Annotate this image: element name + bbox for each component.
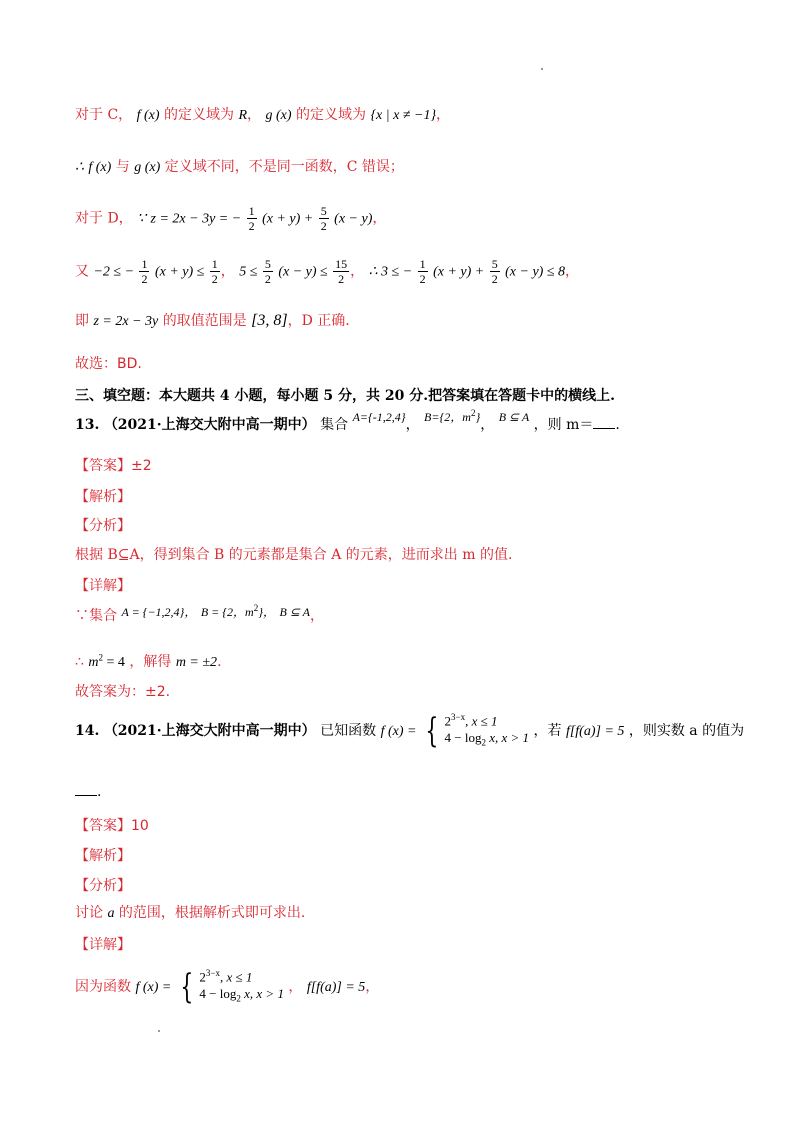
you-text: 又: [75, 263, 89, 280]
answer-label: 【答案】: [75, 458, 131, 474]
variable-a: a: [107, 906, 115, 921]
condition: f[f(a)] = 5: [306, 979, 366, 995]
c-domain-text: 的定义域为: [164, 107, 235, 123]
analysis-text: 根据 B⊆A，得到集合 B 的元素都是集合 A 的元素，进而求出 m 的值.: [75, 547, 513, 563]
c-domain-prefix: 对于 C，: [75, 107, 133, 123]
z-expression: z = 2x − 3y: [93, 314, 159, 329]
page-speck-top: [541, 68, 543, 70]
subset-relation: B ⊆ A: [498, 410, 530, 424]
answer-blank: [75, 783, 97, 796]
case-2: $4 - \log_2 x$, x > 1: [444, 730, 530, 748]
set-a: A={-1,2,4}: [352, 410, 406, 424]
c-domain-line: [75, 104, 450, 124]
left-brace: {: [425, 710, 439, 751]
case-1: $2^{3-x}$, x ≤ 1: [199, 968, 253, 985]
range-text-2: ，D 正确.: [287, 313, 350, 329]
question-source: （2021·上海交大附中高一期中）: [103, 417, 316, 433]
d-intro-line: [75, 205, 386, 232]
fraction: $\frac{5}{2}$: [491, 257, 498, 286]
piecewise-function: [421, 712, 529, 750]
f-of-x: f (x): [136, 108, 160, 123]
function-name: f (x) =: [380, 723, 417, 739]
final-answer: 故答案为：±2.: [75, 684, 171, 700]
answer-line: [75, 455, 152, 475]
detail-text: ，解得: [129, 654, 172, 670]
jiexi-label: 【解析】: [75, 848, 131, 864]
set-b: B={2，$m^2$}: [424, 408, 481, 424]
c-conclusion-line: [75, 156, 404, 176]
detail-text: 集合: [89, 608, 117, 624]
real-set: R: [238, 108, 248, 123]
sep: ，: [220, 263, 235, 280]
because-symbol: ∵: [75, 608, 89, 624]
piecewise-function: [176, 968, 284, 1006]
question-ask: ，则实数 a 的值为: [628, 722, 745, 739]
domain-set: {x | x ≠ −1}: [370, 108, 437, 123]
left-brace: {: [180, 966, 194, 1007]
set-b: B = {2，$m^2$}: [200, 603, 264, 619]
analysis-text: 讨论 a 的范围，根据解析式即可求出.: [75, 905, 306, 921]
end-punct: ，: [436, 107, 451, 123]
ineq-part: ∴ 3 ≤ −: [368, 264, 413, 280]
range-text: 的取值范围是: [162, 313, 247, 329]
because-symbol: ∵: [137, 211, 147, 227]
answer-value: ±2: [131, 458, 152, 474]
fraction: $\frac{1}{2}$: [419, 257, 426, 286]
m-squared: $m^2 = 4$: [88, 652, 125, 670]
z-expression: z = 2x − 3y = −: [150, 211, 242, 227]
fraction: $\frac{1}{2}$: [141, 257, 148, 286]
question-ask: ，则 m＝: [533, 417, 594, 433]
question-14: [75, 712, 744, 750]
answer-line: [75, 815, 149, 835]
question-13: 13. （2021·上海交大附中高一期中） 集合 A={-1,2,4}， B={2，$m^2$}， B ⊆ A ，则 m＝ .: [75, 408, 620, 433]
ineq-part: −2 ≤ −: [93, 264, 135, 280]
detail-line-2: ∴ $m^2 = 4$ ，解得 m = ±2.: [75, 652, 222, 670]
ineq-part: (x − y) ≤: [278, 264, 328, 280]
answer-blank: [593, 416, 615, 429]
answer-blank-line: .: [75, 783, 101, 800]
c-conclusion-text: 定义域不同，不是同一函数，C 错误；: [164, 159, 404, 175]
function-name: f (x) =: [135, 979, 172, 995]
solution: m = ±2: [175, 655, 218, 670]
answer-value: 10: [131, 818, 149, 834]
question-source: （2021·上海交大附中高一期中）: [103, 722, 316, 739]
range-interval: [3, 8]: [251, 312, 288, 329]
choice-line: 故选：BD.: [75, 356, 142, 372]
d-bounds-line: [75, 258, 579, 285]
case-2: $4 - \log_2 x$, x > 1: [199, 986, 284, 1004]
sep: ，: [350, 263, 365, 280]
therefore-symbol: ∴: [75, 654, 84, 670]
subset-relation: B ⊆ A: [279, 605, 311, 619]
ineq-part: (x + y) +: [433, 264, 485, 280]
expr-part: (x − y): [334, 211, 373, 227]
jiexi-label: 【解析】: [75, 489, 131, 505]
fenxi-label: 【分析】: [75, 878, 131, 894]
fraction: $\frac{5}{2}$: [264, 257, 271, 286]
sep: ，: [247, 107, 262, 123]
detail-text: 因为函数: [75, 978, 131, 995]
end-punct: ，: [372, 210, 387, 227]
conj-text: 与: [115, 159, 130, 175]
end-punct: ，: [565, 263, 580, 280]
xiangjie-label: 【详解】: [75, 578, 131, 594]
fenxi-label: 【分析】: [75, 518, 131, 534]
detail-line-1: ∵集合 A = {−1,2,4}， B = {2，$m^2$}， B ⊆ A，: [75, 603, 325, 624]
case-1: $2^{3-x}$, x ≤ 1: [444, 712, 498, 729]
detail-line-1: 因为函数 f (x) = { $2^{3-x}$, x ≤ 1 $4 - \log_2 x$, x > 1 ， f[f(a)] = 5，: [75, 966, 380, 1007]
g-of-x: g (x): [134, 160, 161, 175]
c-domain-text-2: 的定义域为: [295, 107, 366, 123]
g-of-x: g (x): [265, 108, 292, 123]
d-intro-prefix: 对于 D，: [75, 210, 133, 227]
ineq-part: (x − y) ≤ 8: [505, 264, 566, 280]
page-speck-bottom: [158, 1030, 160, 1032]
question-text: ，若: [533, 722, 562, 739]
ineq-part: 5 ≤: [239, 264, 258, 280]
question-text: 已知函数: [320, 722, 377, 739]
therefore-symbol: ∴: [75, 160, 84, 175]
question-number: 14.: [75, 722, 100, 739]
set-a: A = {−1,2,4}: [121, 605, 185, 619]
d-result-line: [75, 310, 350, 330]
section-heading: 三、填空题：本大题共 4 小题，每小题 5 分，共 20 分.把答案填在答题卡中的横线上.: [75, 388, 615, 404]
f-of-x: f (x): [88, 160, 112, 175]
ji-text: 即: [75, 313, 89, 329]
xiangjie-label: 【详解】: [75, 937, 131, 953]
question-text: 集合: [320, 417, 349, 433]
answer-label: 【答案】: [75, 818, 131, 834]
fraction: $\frac{15}{2}$: [335, 257, 348, 286]
fraction: $\frac{1}{2}$: [211, 257, 218, 286]
question-number: 13.: [75, 417, 100, 433]
expr-part: (x + y) +: [262, 211, 314, 227]
fraction-five-halves: $\frac{5}{2}$: [320, 204, 327, 233]
condition: f[f(a)] = 5: [565, 723, 625, 739]
ineq-part: (x + y) ≤: [154, 264, 205, 280]
fraction-half: $\frac{1}{2}$: [248, 204, 255, 233]
